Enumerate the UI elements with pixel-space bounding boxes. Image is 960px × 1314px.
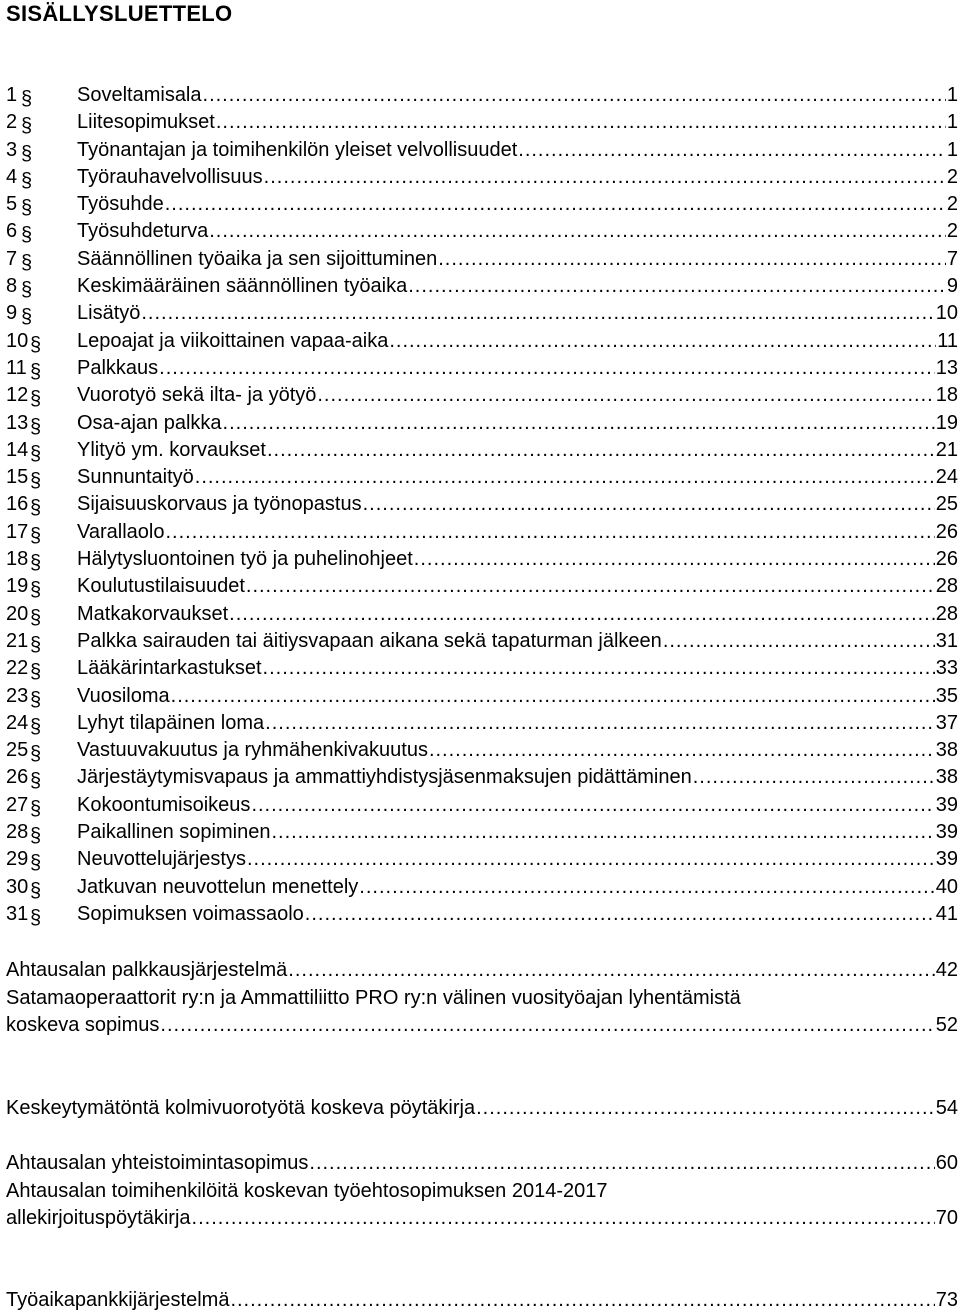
section-number: 19	[6, 575, 29, 598]
section-sign-icon: §	[30, 797, 42, 820]
appendix-title: koskeva sopimus	[6, 1012, 159, 1039]
section-title: Keskimääräinen säännöllinen työaika	[77, 273, 407, 300]
dot-leader	[264, 164, 946, 191]
toc-row[interactable]	[6, 328, 958, 355]
page-number: 39	[935, 821, 958, 844]
section-sign-icon: §	[30, 606, 42, 629]
appendix-title: allekirjoituspöytäkirja	[6, 1205, 191, 1232]
page-number: 73	[935, 1289, 958, 1311]
page-number: 10	[935, 302, 958, 325]
dot-leader	[271, 819, 934, 846]
section-title: Jatkuvan neuvottelun menettely	[77, 874, 358, 901]
section-sign-icon: §	[21, 197, 33, 220]
appendix-line	[6, 1205, 958, 1232]
section-sign-icon: §	[30, 497, 42, 520]
toc-row[interactable]	[6, 655, 958, 682]
section-sign-icon: §	[30, 552, 42, 575]
page-number: 60	[935, 1152, 958, 1174]
page-number: 28	[935, 575, 958, 598]
toc-entry	[77, 273, 958, 300]
section-title: Paikallinen sopiminen	[77, 819, 270, 846]
dot-leader	[160, 1012, 934, 1039]
section-number: 5	[6, 193, 18, 216]
page-number: 33	[935, 657, 958, 680]
toc-entry	[77, 218, 958, 245]
dot-leader	[230, 1287, 934, 1314]
section-number: 27	[6, 793, 29, 816]
section-title: Työrauhavelvollisuus	[77, 164, 263, 191]
toc-entry	[77, 573, 958, 600]
toc-entry	[77, 137, 958, 164]
dot-leader	[223, 410, 935, 437]
section-title: Palkka sairauden tai äitiysvapaan aikana sekä tapaturman jälkeen	[77, 628, 662, 655]
dot-leader	[251, 792, 934, 819]
appendix-title-line: Satamaoperaattorit ry:n ja Ammattiliitto PRO ry:n välinen vuosityöajan lyhentämistä	[6, 987, 741, 1009]
section-title: Ylityö ym. korvaukset	[77, 437, 266, 464]
toc-entry	[77, 737, 958, 764]
section-sign-icon: §	[30, 661, 42, 684]
appendix-title-line: Ahtausalan toimihenkilöitä koskevan työehtosopimuksen 2014-2017	[6, 1180, 608, 1202]
page-number: 39	[935, 793, 958, 816]
toc-entry	[77, 683, 958, 710]
toc-entry	[77, 328, 958, 355]
section-title: Koulutustilaisuudet	[77, 573, 245, 600]
toc-row[interactable]	[6, 628, 958, 655]
section-title: Työsuhdeturva	[77, 218, 208, 245]
page-number: 26	[935, 548, 958, 571]
toc-row[interactable]	[6, 519, 958, 546]
section-sign-icon: §	[30, 442, 42, 465]
section-title: Soveltamisala	[77, 82, 202, 109]
section-title: Varallaolo	[77, 519, 164, 546]
section-number: 25	[6, 739, 29, 762]
section-sign-icon: §	[30, 743, 42, 766]
toc-entry	[77, 655, 958, 682]
section-sign-icon: §	[30, 770, 42, 793]
section-number: 23	[6, 684, 29, 707]
section-sign-icon: §	[30, 852, 42, 875]
toc-row[interactable]	[6, 164, 958, 191]
section-sign-icon: §	[21, 306, 33, 329]
dot-leader	[247, 846, 935, 873]
page-number: 9	[946, 275, 958, 298]
toc-entry	[77, 191, 958, 218]
section-number: 16	[6, 493, 29, 516]
page-number: 21	[935, 438, 958, 461]
toc-row[interactable]	[6, 764, 958, 791]
page-number: 70	[935, 1207, 958, 1229]
page-number: 42	[935, 959, 958, 981]
page-number: 38	[935, 766, 958, 789]
toc-entry	[77, 82, 958, 109]
section-title: Työnantajan ja toimihenkilön yleiset velvollisuudet	[77, 137, 517, 164]
dot-leader	[267, 437, 935, 464]
page-number: 40	[935, 875, 958, 898]
toc-entry	[77, 819, 958, 846]
section-sign-icon: §	[30, 688, 42, 711]
section-sign-icon: §	[30, 415, 42, 438]
section-number: 26	[6, 766, 29, 789]
dot-leader	[288, 957, 934, 984]
dot-leader	[246, 573, 935, 600]
dot-leader	[693, 764, 935, 791]
toc-row[interactable]	[6, 792, 958, 819]
section-title: Sijaisuuskorvaus ja työnopastus	[77, 491, 362, 518]
toc-entry	[77, 874, 958, 901]
toc-row[interactable]	[6, 218, 958, 245]
dot-leader	[317, 382, 934, 409]
section-title: Neuvottelujärjestys	[77, 846, 246, 873]
section-title: Vuosiloma	[77, 683, 170, 710]
section-number: 6	[6, 220, 18, 243]
toc-row[interactable]	[6, 901, 958, 928]
page-number: 28	[935, 602, 958, 625]
section-sign-icon: §	[30, 715, 42, 738]
page-number: 37	[935, 711, 958, 734]
section-title: Liitesopimukset	[77, 109, 215, 136]
toc-entry	[77, 382, 958, 409]
page-number: 31	[935, 629, 958, 652]
section-sign-icon: §	[30, 360, 42, 383]
dot-leader	[203, 82, 946, 109]
toc-row[interactable]	[6, 355, 958, 382]
section-sign-icon: §	[21, 224, 33, 247]
toc-entry	[77, 792, 958, 819]
page-number: 24	[935, 466, 958, 489]
toc-row[interactable]	[6, 819, 958, 846]
toc-entry	[77, 846, 958, 873]
dot-leader	[171, 683, 935, 710]
page-title: SISÄLLYSLUETTELO	[6, 1, 233, 26]
section-title: Sopimuksen voimassaolo	[77, 901, 304, 928]
appendix-line	[6, 1150, 958, 1177]
section-number: 3	[6, 138, 18, 161]
section-number: 15	[6, 466, 29, 489]
section-sign-icon: §	[21, 169, 33, 192]
toc-row[interactable]	[6, 246, 958, 273]
section-title: Vuorotyö sekä ilta- ja yötyö	[77, 382, 316, 409]
toc-entry	[77, 109, 958, 136]
page-number: 2	[946, 193, 958, 216]
dot-leader	[408, 273, 946, 300]
toc-row[interactable]	[6, 300, 958, 327]
dot-leader	[165, 191, 946, 218]
section-title: Palkkaus	[77, 355, 158, 382]
appendix-entry[interactable]	[6, 957, 958, 984]
dot-leader	[414, 546, 935, 573]
section-number: 4	[6, 165, 18, 188]
section-number: 9	[6, 302, 18, 325]
toc-row[interactable]	[6, 710, 958, 737]
appendix-line	[6, 1012, 958, 1039]
appendix-entry[interactable]	[6, 1287, 958, 1314]
page-number: 52	[935, 1014, 958, 1036]
dot-leader	[192, 1205, 935, 1232]
dot-leader	[663, 628, 935, 655]
toc-entry	[77, 764, 958, 791]
toc-entry	[77, 710, 958, 737]
dot-leader	[195, 464, 935, 491]
section-number: 20	[6, 602, 29, 625]
section-number: 18	[6, 548, 29, 571]
dot-leader	[159, 355, 935, 382]
toc-entry	[77, 410, 958, 437]
section-number: 13	[6, 411, 29, 434]
appendix-entry[interactable]	[6, 985, 958, 1039]
toc-entry	[77, 437, 958, 464]
section-title: Lääkärintarkastukset	[77, 655, 262, 682]
section-title: Säännöllinen työaika ja sen sijoittuminen	[77, 246, 437, 273]
toc-row[interactable]	[6, 874, 958, 901]
section-sign-icon: §	[21, 115, 33, 138]
toc-entry	[77, 246, 958, 273]
section-title: Hälytysluontoinen työ ja puhelinohjeet	[77, 546, 413, 573]
section-sign-icon: §	[30, 579, 42, 602]
toc-entry	[77, 546, 958, 573]
page-number: 1	[946, 111, 958, 134]
section-title: Työsuhde	[77, 191, 164, 218]
page-number: 18	[935, 384, 958, 407]
page-number: 13	[935, 356, 958, 379]
page-number: 25	[935, 493, 958, 516]
section-sign-icon: §	[30, 388, 42, 411]
toc-row[interactable]	[6, 82, 958, 109]
toc-row[interactable]	[6, 191, 958, 218]
section-sign-icon: §	[21, 251, 33, 274]
toc-row[interactable]	[6, 437, 958, 464]
appendix-title: Keskeytymätöntä kolmivuorotyötä koskeva pöytäkirja	[6, 1095, 475, 1122]
dot-leader	[438, 246, 946, 273]
page-number: 1	[946, 84, 958, 106]
dot-leader	[429, 737, 935, 764]
section-title: Sunnuntaityö	[77, 464, 194, 491]
toc-row[interactable]	[6, 109, 958, 136]
appendix-title: Ahtausalan palkkausjärjestelmä	[6, 957, 287, 984]
section-number: 30	[6, 875, 29, 898]
section-number: 7	[6, 247, 18, 270]
appendix-title: Ahtausalan yhteistoimintasopimus	[6, 1150, 308, 1177]
toc-row[interactable]	[6, 546, 958, 573]
section-number: 1	[6, 84, 18, 106]
appendix-entry[interactable]	[6, 1178, 958, 1232]
dot-leader	[141, 300, 934, 327]
dot-leader	[389, 328, 936, 355]
section-number: 11	[6, 356, 27, 379]
section-title: Osa-ajan palkka	[77, 410, 222, 437]
section-sign-icon: §	[21, 279, 33, 302]
page-number: 19	[935, 411, 958, 434]
section-sign-icon: §	[30, 633, 42, 656]
toc-entry	[77, 628, 958, 655]
dot-leader	[518, 137, 946, 164]
page-number: 7	[946, 247, 958, 270]
section-number: 10	[6, 329, 29, 352]
toc-entry	[77, 901, 958, 928]
dot-leader	[476, 1095, 935, 1122]
section-number: 21	[6, 629, 29, 652]
section-title: Lepoajat ja viikoittainen vapaa-aika	[77, 328, 388, 355]
toc-entry	[77, 519, 958, 546]
section-number: 17	[6, 520, 29, 543]
toc-entry	[77, 300, 958, 327]
appendix-title: Työaikapankkijärjestelmä	[6, 1287, 229, 1314]
page-number: 39	[935, 848, 958, 871]
section-number: 12	[6, 384, 29, 407]
section-sign-icon: §	[30, 906, 42, 929]
page-number: 54	[935, 1097, 958, 1119]
dot-leader	[209, 218, 946, 245]
table-of-contents	[6, 82, 958, 928]
page-number: 2	[946, 220, 958, 243]
dot-leader	[359, 874, 934, 901]
appendix-entry[interactable]	[6, 1095, 958, 1122]
page-number: 11	[937, 329, 958, 352]
section-title: Lisätyö	[77, 300, 140, 327]
section-title: Kokoontumisoikeus	[77, 792, 250, 819]
toc-row[interactable]	[6, 464, 958, 491]
page-number: 35	[935, 684, 958, 707]
dot-leader	[229, 601, 935, 628]
dot-leader	[165, 519, 934, 546]
toc-entry	[77, 164, 958, 191]
section-number: 28	[6, 821, 29, 844]
appendix-entry[interactable]	[6, 1150, 958, 1177]
page-number: 2	[946, 165, 958, 188]
toc-row[interactable]	[6, 846, 958, 873]
page-number: 26	[935, 520, 958, 543]
page-number: 41	[935, 902, 958, 925]
toc-entry	[77, 464, 958, 491]
toc-row[interactable]	[6, 573, 958, 600]
toc-row[interactable]	[6, 410, 958, 437]
section-sign-icon: §	[21, 142, 33, 165]
appendix-line	[6, 1287, 958, 1314]
section-sign-icon: §	[30, 825, 42, 848]
section-number: 2	[6, 111, 18, 134]
section-sign-icon: §	[30, 333, 42, 356]
toc-row[interactable]	[6, 382, 958, 409]
dot-leader	[305, 901, 935, 928]
toc-row[interactable]	[6, 273, 958, 300]
dot-leader	[309, 1150, 934, 1177]
dot-leader	[263, 655, 935, 682]
dot-leader	[265, 710, 935, 737]
toc-entry	[77, 355, 958, 382]
section-number: 8	[6, 275, 18, 298]
page-number: 38	[935, 739, 958, 762]
toc-row[interactable]	[6, 137, 958, 164]
dot-leader	[363, 491, 935, 518]
section-number: 24	[6, 711, 29, 734]
page-number: 1	[946, 138, 958, 161]
toc-row[interactable]	[6, 683, 958, 710]
toc-row[interactable]	[6, 601, 958, 628]
dot-leader	[216, 109, 946, 136]
toc-row[interactable]	[6, 491, 958, 518]
appendix-line	[6, 1095, 958, 1122]
section-number: 14	[6, 438, 29, 461]
section-number: 31	[6, 902, 29, 925]
section-title: Lyhyt tilapäinen loma	[77, 710, 264, 737]
appendix-line	[6, 957, 958, 984]
section-sign-icon: §	[30, 470, 42, 493]
toc-row[interactable]	[6, 737, 958, 764]
section-sign-icon: §	[21, 88, 33, 110]
section-sign-icon: §	[30, 524, 42, 547]
section-sign-icon: §	[30, 879, 42, 902]
section-number: 29	[6, 848, 29, 871]
section-number: 22	[6, 657, 29, 680]
section-title: Järjestäytymisvapaus ja ammattiyhdistysjäsenmaksujen pidättäminen	[77, 764, 692, 791]
section-title: Vastuuvakuutus ja ryhmähenkivakuutus	[77, 737, 428, 764]
section-title: Matkakorvaukset	[77, 601, 228, 628]
toc-entry	[77, 491, 958, 518]
toc-entry	[77, 601, 958, 628]
